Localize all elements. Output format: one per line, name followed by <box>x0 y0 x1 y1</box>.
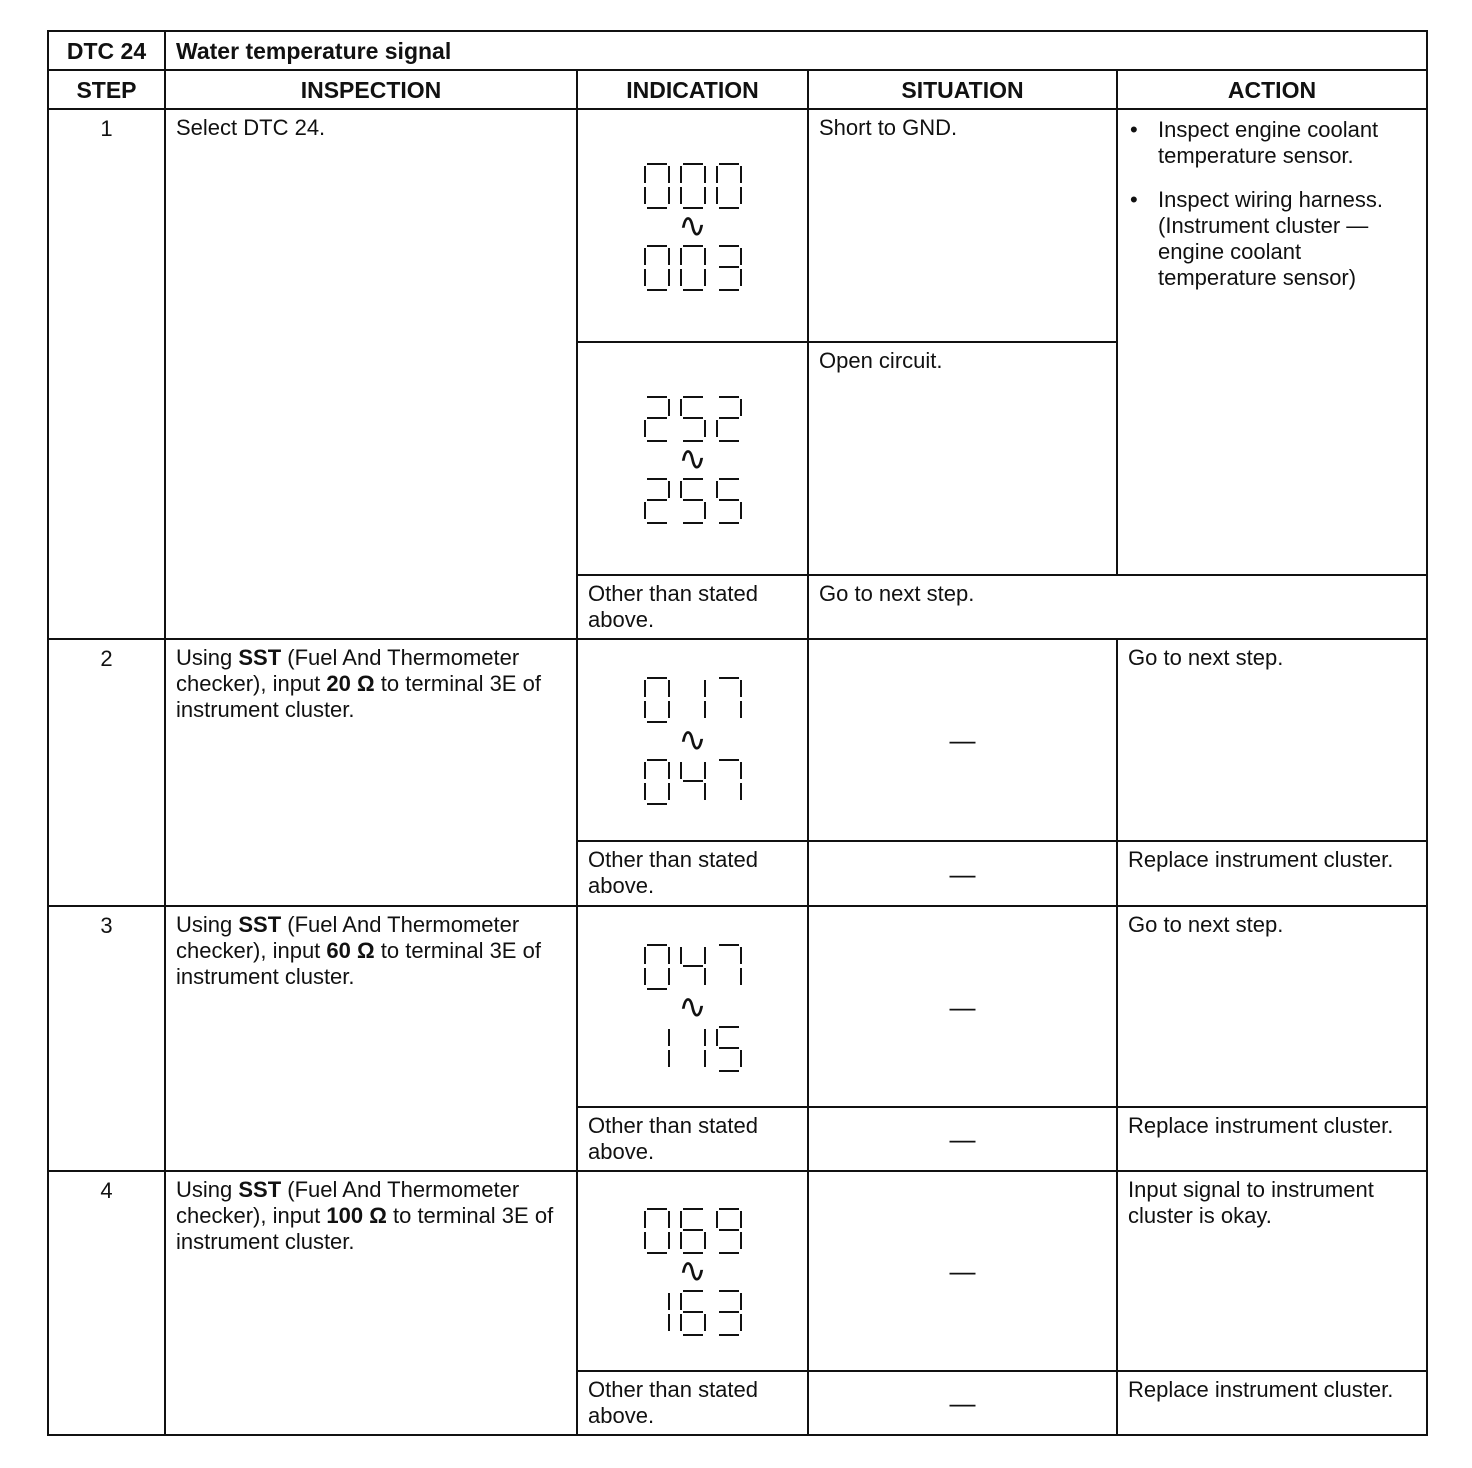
seven-segment-digit <box>717 1027 741 1071</box>
step-4-situation: — <box>808 1171 1117 1371</box>
sst-label: SST <box>238 1177 282 1202</box>
seven-segment-digit <box>681 164 705 208</box>
resistance-value: 60 Ω <box>326 938 375 963</box>
step-4-action: Input signal to instrument cluster is okay. <box>1117 1171 1427 1371</box>
step-1-number: 1 <box>48 109 165 639</box>
seven-segment-digits <box>642 673 744 725</box>
dtc-title: Water temperature signal <box>165 31 1427 70</box>
seven-segment-digits <box>642 392 744 444</box>
seven-segment-digit <box>645 479 669 523</box>
seven-segment-digits <box>642 1204 744 1256</box>
step-4-other-situation: — <box>808 1371 1117 1435</box>
seven-segment-digit <box>719 678 741 718</box>
header-step: STEP <box>48 70 165 109</box>
seven-segment-digit <box>717 397 741 441</box>
seven-segment-digits <box>642 159 744 211</box>
step-2-indication <box>577 639 808 841</box>
seven-segment-digit <box>717 164 741 208</box>
seven-segment-digit <box>645 164 669 208</box>
seven-segment-digit <box>645 760 669 804</box>
step-2-situation: — <box>808 639 1117 841</box>
step-1-situation-short: Short to GND. <box>808 109 1117 342</box>
step-4-row-a <box>48 1171 1427 1371</box>
lcd-display <box>578 159 807 211</box>
seven-segment-digit <box>681 1209 705 1253</box>
step-4-other-action: Replace instrument cluster. <box>1117 1371 1427 1435</box>
range-separator: ∿ <box>678 987 707 1026</box>
lcd-display <box>578 1286 807 1338</box>
seven-segment-digit <box>719 1291 741 1335</box>
seven-segment-digits <box>642 1022 744 1074</box>
lcd-display <box>578 474 807 526</box>
step-2-action: Go to next step. <box>1117 639 1427 841</box>
step-3-other-situation: — <box>808 1107 1117 1171</box>
step-1-situation-open: Open circuit. <box>808 342 1117 575</box>
step-2-inspection: Using SST (Fuel And Thermometer checker), input 20 Ω to terminal 3E of instrument cluster. <box>165 639 577 906</box>
range-separator: ∿ <box>678 1252 707 1290</box>
seven-segment-digit <box>717 1209 741 1253</box>
lcd-display <box>578 392 807 444</box>
lcd-display <box>578 755 807 807</box>
sst-label: SST <box>238 912 282 937</box>
step-4-number: 4 <box>48 1171 165 1435</box>
dtc-table-sheet <box>47 30 1428 1436</box>
step-2-number: 2 <box>48 639 165 906</box>
lcd-display <box>578 940 807 992</box>
step-1-actions <box>1117 109 1427 575</box>
seven-segment-digit <box>645 678 669 722</box>
sst-label: SST <box>238 645 282 670</box>
header-action: ACTION <box>1117 70 1427 109</box>
step-2-other-situation: — <box>808 841 1117 906</box>
seven-segment-digit <box>645 1209 669 1253</box>
seven-segment-digit <box>681 762 705 800</box>
step-3-other-action: Replace instrument cluster. <box>1117 1107 1427 1171</box>
range-separator: ∿ <box>678 721 707 759</box>
lcd-display <box>578 673 807 725</box>
step-1-action-2: • Inspect wiring harness. (Instrument cluster — engine coolant temperature sensor) <box>1128 187 1416 291</box>
step-4-inspection: Using SST (Fuel And Thermometer checker), input 100 Ω to terminal 3E of instrument cluster. <box>165 1171 577 1435</box>
step-2-row-a <box>48 639 1427 841</box>
step-1-row-a <box>48 109 1427 342</box>
header-inspection: INSPECTION <box>165 70 577 109</box>
step-4-indication <box>577 1171 808 1371</box>
header-indication: INDICATION <box>577 70 808 109</box>
range-separator: ∿ <box>678 206 707 245</box>
step-1-action-1: • Inspect engine coolant temperature sensor. <box>1128 117 1416 169</box>
seven-segment-digit <box>645 246 669 290</box>
range-separator: ∿ <box>678 439 707 478</box>
seven-segment-digits <box>642 241 744 293</box>
seven-segment-digits <box>642 755 744 807</box>
resistance-value: 20 Ω <box>326 671 375 696</box>
step-3-action: Go to next step. <box>1117 906 1427 1107</box>
step-3-situation: — <box>808 906 1117 1107</box>
step-3-number: 3 <box>48 906 165 1171</box>
seven-segment-digit <box>719 945 741 985</box>
dtc-code: DTC 24 <box>48 31 165 70</box>
dtc-inspection-table <box>47 30 1428 1436</box>
resistance-value: 100 Ω <box>326 1203 387 1228</box>
seven-segment-digit <box>681 246 705 290</box>
seven-segment-digits <box>642 474 744 526</box>
seven-segment-digit <box>681 1291 705 1335</box>
step-1-other-indication: Other than stated above. <box>577 575 808 639</box>
step-3-inspection: Using SST (Fuel And Thermometer checker), input 60 Ω to terminal 3E of instrument cluster. <box>165 906 577 1171</box>
step-2-other-action: Replace instrument cluster. <box>1117 841 1427 906</box>
seven-segment-digits <box>642 940 744 992</box>
seven-segment-digit <box>681 397 705 441</box>
step-1-inspection: Select DTC 24. <box>165 109 577 639</box>
seven-segment-digit <box>681 947 705 985</box>
step-3-other-indication: Other than stated above. <box>577 1107 808 1171</box>
seven-segment-digits <box>642 1286 744 1338</box>
seven-segment-digit <box>719 760 741 800</box>
lcd-display <box>578 1022 807 1074</box>
header-situation: SITUATION <box>808 70 1117 109</box>
step-3-indication <box>577 906 808 1107</box>
seven-segment-digit <box>719 246 741 290</box>
seven-segment-digit <box>681 479 705 523</box>
lcd-display <box>578 1204 807 1256</box>
step-4-other-indication: Other than stated above. <box>577 1371 808 1435</box>
step-1-indication-short <box>577 109 808 342</box>
lcd-display <box>578 241 807 293</box>
step-1-indication-open <box>577 342 808 575</box>
step-1-other-action: Go to next step. <box>808 575 1427 639</box>
header-row <box>48 70 1427 109</box>
seven-segment-digit <box>645 945 669 989</box>
step-2-other-indication: Other than stated above. <box>577 841 808 906</box>
step-3-row-a <box>48 906 1427 1107</box>
seven-segment-digit <box>645 397 669 441</box>
seven-segment-digit <box>717 479 741 523</box>
dtc-title-row <box>48 31 1427 70</box>
